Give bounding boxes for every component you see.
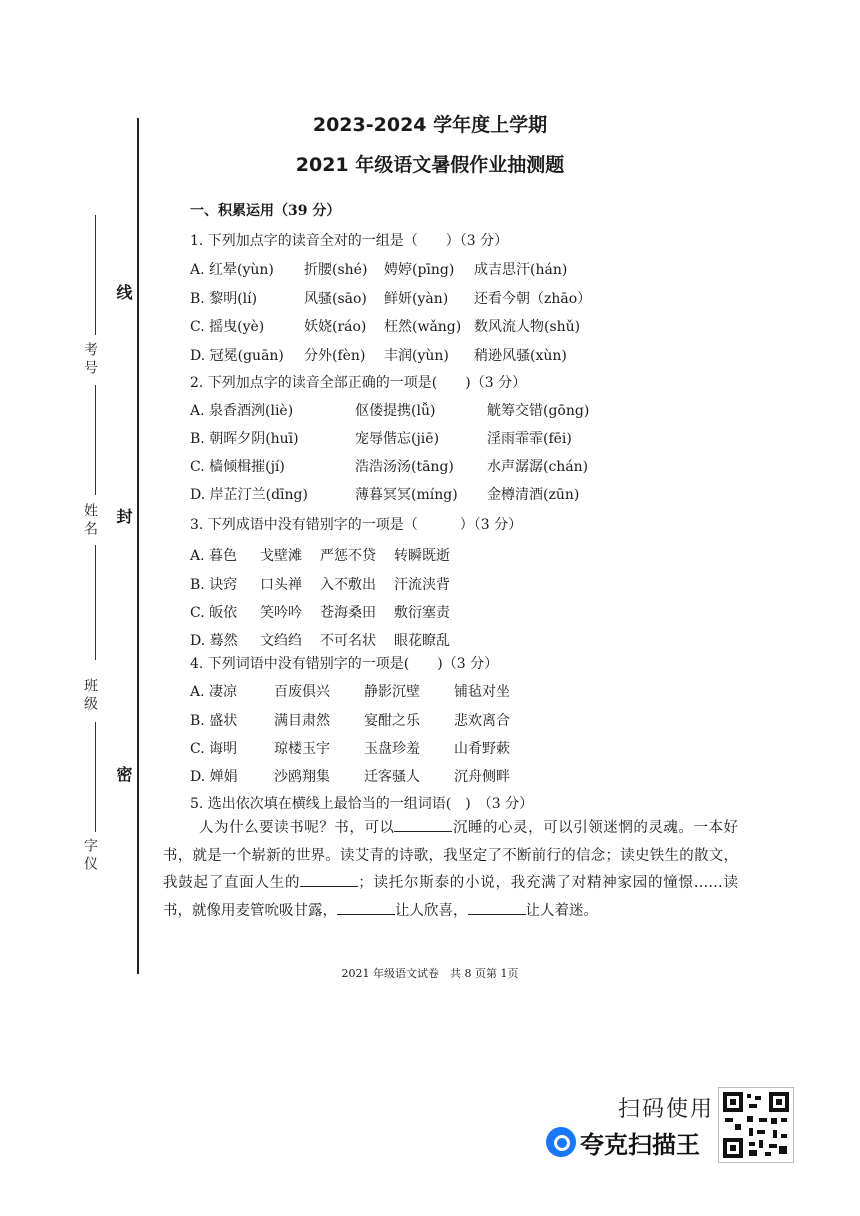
option-cell: 铺毡对坐: [454, 684, 510, 700]
option-cell: 鲜妍(yàn): [384, 291, 449, 307]
option-cell: 沉舟侧畔: [454, 769, 510, 785]
option-cell: 口头禅: [260, 577, 302, 593]
option-cell: 丰润(yùn): [384, 348, 449, 364]
option-cell: C. 摇曳(yè): [190, 319, 265, 335]
option-cell: A. 红晕(yùn): [190, 262, 274, 278]
option-cell: 入不敷出: [320, 577, 376, 593]
option-cell: 淫雨霏霏(fēi): [487, 431, 572, 447]
exam-title-term: 2023-2024 学年度上学期: [312, 114, 548, 136]
option-cell: 汗流浃背: [394, 577, 450, 593]
label-name: 姓名: [82, 503, 98, 539]
option-cell: 娉婷(pīng): [384, 262, 455, 278]
option-cell: C. 皈依: [190, 605, 238, 621]
passage-text: 让人着迷。: [525, 902, 598, 919]
fill-blank-4[interactable]: [468, 900, 526, 915]
option-cell: 伛偻提携(lǚ): [355, 403, 436, 419]
option-cell: A. 暮色: [190, 548, 238, 564]
option-cell: B. 朝晖夕阴(huī): [190, 431, 299, 447]
label-class: 班级: [82, 678, 98, 714]
option-cell: 浩浩汤汤(tāng): [355, 459, 454, 475]
fill-blank-3[interactable]: [337, 900, 395, 915]
question-1-stem: 1. 下列加点字的读音全对的一组是（ ）（3 分）: [190, 233, 509, 249]
option-cell: 觥筹交错(gōng): [487, 403, 590, 419]
section-title: 一、积累运用（39 分）: [190, 203, 341, 219]
option-cell: 风骚(sāo): [304, 291, 367, 307]
option-cell: C. 樯倾楫摧(jí): [190, 459, 285, 475]
option-cell: B. 盛状: [190, 713, 238, 729]
option-cell: 水声潺潺(chán): [487, 459, 589, 475]
option-cell: 戈壁滩: [260, 548, 302, 564]
option-cell: A. 泉香酒洌(liè): [190, 403, 294, 419]
label-seat: 字仪: [82, 838, 98, 874]
option-cell: 分外(fèn): [304, 348, 366, 364]
option-cell: 百废俱兴: [274, 684, 330, 700]
question-4-stem: 4. 下列词语中没有错别字的一项是( )（3 分）: [190, 656, 499, 672]
option-cell: B. 诀窍: [190, 577, 238, 593]
question-3-stem: 3. 下列成语中没有错别字的一项是（ ）（3 分）: [190, 517, 523, 533]
option-cell: 薄暮冥冥(míng): [355, 487, 458, 503]
option-cell: 悲欢离合: [454, 713, 510, 729]
option-cell: 静影沉壁: [364, 684, 420, 700]
option-cell: 宠辱偕忘(jiē): [355, 431, 440, 447]
option-cell: 折腰(shé): [304, 262, 368, 278]
option-cell: 敷衍塞责: [394, 605, 450, 621]
question-5-stem: 5. 选出依次填在横线上最恰当的一组词语( ) （3 分）: [190, 796, 534, 812]
seal-seal-char: 封: [114, 508, 133, 524]
passage-text: 沉睡的心灵，可以引领迷惘的灵魂。一本好书，就是一个崭新的世界。读艾青的诗歌，我坚定了不断前行的信念；读史铁生的散文，我鼓起了直面人生的: [163, 820, 739, 891]
seal-line-char: 线: [114, 284, 133, 300]
option-cell: 不可名状: [320, 633, 376, 649]
option-cell: 严惩不贷: [320, 548, 376, 564]
option-cell: 苍海桑田: [320, 605, 376, 621]
scanner-logo-icon: [546, 1127, 576, 1157]
option-cell: 迁客骚人: [364, 769, 420, 785]
question-2-stem: 2. 下列加点字的读音全部正确的一项是( )（3 分）: [190, 375, 527, 391]
class-fill-line: [95, 545, 96, 660]
qr-code-icon[interactable]: [718, 1087, 794, 1163]
fill-blank-2[interactable]: [300, 872, 358, 887]
option-cell: A. 凄凉: [190, 684, 238, 700]
label-exam-number: 考号: [82, 342, 98, 378]
option-cell: 金樽清酒(zūn): [487, 487, 580, 503]
option-cell: 眼花瞭乱: [394, 633, 450, 649]
scanner-brand-name: 夸克扫描王: [580, 1131, 700, 1159]
passage-text: 让人欣喜，: [395, 902, 468, 919]
option-cell: 枉然(wǎng): [384, 319, 462, 335]
option-cell: 玉盘珍羞: [364, 741, 420, 757]
number-fill-line: [95, 215, 96, 335]
option-cell: 稍逊风骚(xùn): [474, 348, 567, 364]
page-footer: 2021 年级语文试卷 共 8 页第 1页: [341, 967, 519, 980]
exam-title-subject: 2021 年级语文暑假作业抽测题: [295, 154, 565, 176]
option-cell: 笑吟吟: [260, 605, 302, 621]
option-cell: B. 黎明(lí): [190, 291, 258, 307]
name-fill-line: [95, 385, 96, 495]
seal-secret-char: 密: [114, 766, 133, 782]
option-cell: 满目肃然: [274, 713, 330, 729]
option-cell: D. 冠冕(guān): [190, 348, 284, 364]
option-cell: 文绉绉: [260, 633, 302, 649]
seat-fill-line: [95, 722, 96, 832]
passage-text: ；读托尔斯泰的小说，我充满了对精神家园的憧憬……读书，就像用麦管吮吸甘露，: [163, 875, 738, 919]
option-cell: D. 蓦然: [190, 633, 238, 649]
option-cell: 数风流人物(shǔ): [474, 319, 581, 335]
option-cell: 宴酣之乐: [364, 713, 420, 729]
option-cell: D. 婵娟: [190, 769, 238, 785]
fill-blank-1[interactable]: [394, 817, 452, 832]
option-cell: 成吉思汗(hán): [474, 262, 568, 278]
option-cell: 山肴野蔌: [454, 741, 510, 757]
option-cell: 妖娆(ráo): [304, 319, 367, 335]
passage-text: 人为什么要读书呢？书，可以: [199, 820, 395, 836]
question-5-passage: [163, 815, 738, 925]
option-cell: 还看今朝（zhāo）: [474, 291, 592, 307]
option-cell: 琼楼玉宇: [274, 741, 330, 757]
option-cell: C. 诲明: [190, 741, 238, 757]
option-cell: 沙鸥翔集: [274, 769, 330, 785]
scan-prompt-text: 扫码使用: [618, 1097, 715, 1122]
binding-line: [137, 118, 139, 974]
option-cell: D. 岸芷汀兰(dīng): [190, 487, 308, 503]
option-cell: 转瞬既逝: [394, 548, 450, 564]
